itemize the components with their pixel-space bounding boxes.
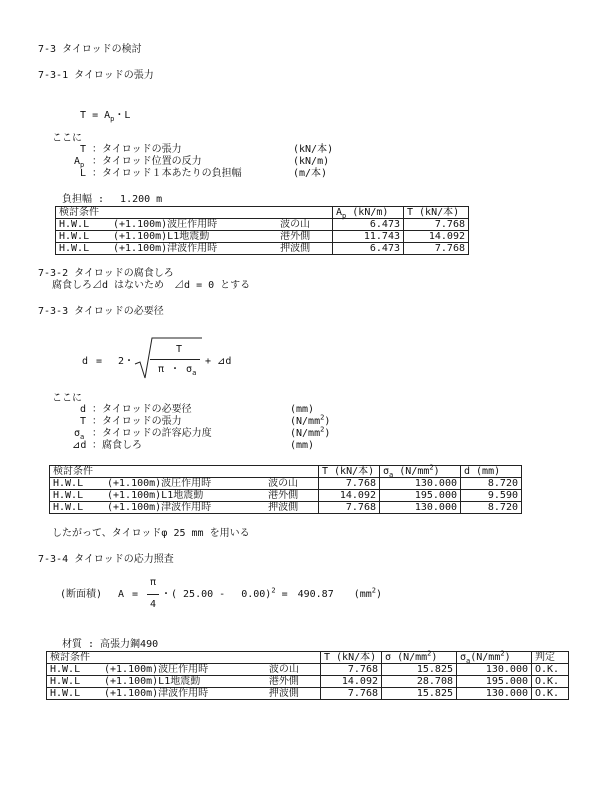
header-unit: )	[431, 652, 438, 663]
tension-table	[55, 206, 469, 255]
unit-superscript: 2	[320, 413, 325, 422]
table-cell: 港外側	[266, 676, 321, 688]
formula-symbol: =	[132, 589, 139, 600]
formula-symbol: T	[80, 110, 87, 121]
table-header-cell: T (kN/本)	[404, 207, 469, 219]
table-cell: (+1.100m)L1地震動	[104, 490, 265, 502]
definition-description: ：タイロッド位置の反力	[92, 156, 202, 167]
table-cell: 7.768	[319, 478, 380, 490]
area-label: (断面積)	[60, 589, 103, 600]
table-header-cell	[380, 463, 461, 479]
burden-width: 負担幅 : 1.200 m	[62, 194, 163, 205]
table-header-row	[50, 466, 522, 478]
definition-description: ：腐食しろ	[92, 440, 142, 451]
formula-symbol: A	[104, 110, 111, 121]
definition-description: ：タイロッドの必要径	[92, 404, 192, 415]
table-cell: 130.000	[457, 664, 532, 676]
table-cell: H.W.L	[47, 676, 102, 688]
formula-symbol: L	[124, 110, 131, 121]
table-row	[56, 219, 469, 231]
table-cell: 195.000	[380, 490, 461, 502]
definition-symbol	[74, 428, 84, 440]
table-cell: 波の山	[277, 219, 332, 231]
header-unit: )	[433, 466, 440, 477]
judgment-cell: O.K.	[532, 676, 569, 688]
unit-text: )	[324, 428, 331, 439]
table-header-cell: T (kN/本)	[321, 652, 382, 664]
table-row	[50, 490, 522, 502]
table-cell: 7.768	[319, 502, 380, 514]
table-cell: H.W.L	[47, 688, 102, 700]
header-symbol: A	[336, 207, 343, 218]
table-header-cell	[382, 649, 457, 664]
definition-symbol-text: σ	[74, 428, 81, 439]
header-symbol: σ	[385, 652, 392, 663]
unit-text: (N/mm	[290, 416, 321, 427]
table-cell: (+1.100m)波圧作用時	[101, 664, 266, 676]
table-row	[56, 231, 469, 243]
definition-symbol: ⊿d	[72, 440, 87, 451]
table-cell: H.W.L	[50, 478, 105, 490]
definition-unit: (mm)	[290, 440, 315, 451]
fraction-line	[147, 594, 159, 595]
table-cell: (+1.100m)津波作用時	[104, 502, 265, 514]
table-cell: 14.092	[321, 676, 382, 688]
header-subscript: a	[466, 657, 471, 665]
table-cell: 6.473	[333, 219, 404, 231]
table-cell: 130.000	[380, 502, 461, 514]
header-unit: (kN/m)	[352, 207, 389, 218]
formula-tail: + ⊿d	[205, 356, 232, 367]
formula-symbol: =	[96, 356, 103, 367]
table-cell: H.W.L	[56, 219, 111, 231]
header-subscript: a	[389, 471, 394, 479]
unit-superscript: 2	[371, 586, 376, 595]
definition-unit: (m/本)	[293, 168, 328, 179]
judgment-cell: O.K.	[532, 688, 569, 700]
table-cell: 130.000	[457, 688, 532, 700]
table-cell: 11.743	[333, 231, 404, 243]
table-cell: 6.473	[333, 243, 404, 255]
fraction-line	[150, 359, 200, 360]
definition-unit: (mm)	[290, 404, 315, 415]
table-cell: (+1.100m)波圧作用時	[110, 219, 277, 231]
table-cell: H.W.L	[56, 231, 111, 243]
table-cell: 8.720	[461, 478, 522, 490]
table-cell: H.W.L	[47, 664, 102, 676]
table-cell: 港外側	[265, 490, 318, 502]
table-cell: 7.768	[404, 243, 469, 255]
table-cell: (+1.100m)津波作用時	[101, 688, 266, 700]
stress-check-table	[46, 651, 569, 700]
table-cell: 7.768	[321, 688, 382, 700]
unit-text: (N/mm	[290, 428, 321, 439]
definition-symbol	[74, 156, 84, 168]
table-cell: 9.590	[461, 490, 522, 502]
unit-text: )	[324, 416, 331, 427]
table-cell: 7.768	[404, 219, 469, 231]
table-cell: (+1.100m)L1地震動	[110, 231, 277, 243]
denominator-subscript: a	[192, 369, 197, 377]
material-text: 材質 : 高張力鋼490	[62, 639, 159, 650]
formula-subscript: p	[110, 115, 115, 123]
header-unit: (N/mm	[399, 466, 430, 477]
table-cell: 28.708	[382, 676, 457, 688]
table-cell: 15.825	[382, 664, 457, 676]
formula-symbol: =	[92, 110, 99, 121]
table-row	[50, 502, 522, 514]
formula-symbol: d	[82, 356, 89, 367]
table-cell: (+1.100m)津波作用時	[110, 243, 277, 255]
diameter-table	[49, 465, 522, 514]
table-cell: 波の山	[265, 478, 318, 490]
table-row	[47, 676, 569, 688]
table-header-cell: 判定	[532, 652, 569, 664]
section-heading-stress-check: 7-3-4 タイロッドの応力照査	[38, 554, 174, 565]
where-label: ここに	[52, 393, 82, 404]
table-cell: 7.768	[321, 664, 382, 676]
table-row	[50, 478, 522, 490]
table-row	[56, 243, 469, 255]
table-header-cell: 検討条件	[47, 652, 321, 664]
area-formula-body	[161, 586, 383, 601]
section-heading-tension: 7-3-1 タイロッドの張力	[38, 70, 154, 81]
unit-superscript: 2	[320, 425, 325, 434]
formula-symbol: A	[118, 589, 125, 600]
table-cell: 波の山	[266, 664, 321, 676]
judgment-cell: O.K.	[532, 664, 569, 676]
definition-unit: (kN/本)	[293, 144, 334, 155]
unit-text: (mm	[353, 589, 372, 600]
table-row	[47, 664, 569, 676]
table-header-cell: 検討条件	[56, 207, 333, 219]
header-unit: (N/mm	[470, 652, 501, 663]
conclusion-text: したがって、タイロッドφ 25 mm を用いる	[52, 528, 250, 539]
header-unit: )	[504, 652, 511, 663]
formula-superscript: 2	[271, 586, 276, 595]
definition-symbol: d	[80, 404, 87, 415]
definition-symbol-text: A	[74, 156, 81, 167]
section-heading-diameter: 7-3-3 タイロッドの必要径	[38, 306, 164, 317]
definition-subscript: a	[80, 433, 85, 441]
table-cell: 8.720	[461, 502, 522, 514]
header-superscript: 2	[427, 649, 432, 658]
header-subscript: p	[342, 212, 347, 220]
definition-symbol: T	[80, 144, 87, 155]
where-label: ここに	[52, 133, 82, 144]
table-cell: 15.825	[382, 688, 457, 700]
header-symbol: σ	[383, 466, 390, 477]
table-cell: 押波側	[265, 502, 318, 514]
header-symbol: σ	[460, 652, 467, 663]
fraction-denominator: 4	[150, 599, 157, 610]
table-header-cell	[457, 649, 532, 665]
definition-symbol: T	[80, 416, 87, 427]
formula-body-text: ・( 25.00 - 0.00)	[161, 589, 272, 600]
fraction-numerator: π	[150, 577, 157, 588]
table-cell: 14.092	[404, 231, 469, 243]
definition-unit	[290, 425, 331, 440]
tension-formula	[80, 110, 130, 122]
table-cell: 押波側	[266, 688, 321, 700]
table-header-cell: T (kN/本)	[319, 466, 380, 478]
fraction-denominator	[158, 364, 196, 376]
definition-description: ：タイロッドの張力	[92, 144, 182, 155]
table-header-cell: d (mm)	[461, 466, 522, 478]
table-cell: H.W.L	[56, 243, 111, 255]
table-cell: 押波側	[277, 243, 332, 255]
table-cell: H.W.L	[50, 502, 105, 514]
table-cell: (+1.100m)L1地震動	[101, 676, 266, 688]
section-heading-corrosion: 7-3-2 タイロッドの腐食しろ	[38, 268, 174, 279]
table-header-cell: 検討条件	[50, 466, 319, 478]
definition-subscript: p	[80, 161, 85, 169]
header-superscript: 2	[500, 649, 505, 658]
formula-symbol: ・	[114, 110, 125, 121]
unit-text: )	[376, 589, 383, 600]
section-heading-main: 7-3 タイロッドの検討	[38, 44, 142, 55]
table-cell: 14.092	[319, 490, 380, 502]
definition-description: ：タイロッドの許容応力度	[92, 428, 212, 439]
formula-symbol: 2・	[118, 356, 135, 367]
formula-symbol: =	[281, 589, 288, 600]
table-row	[47, 688, 569, 700]
definition-description: ：タイロッドの張力	[92, 416, 182, 427]
denominator-text: π ・ σ	[158, 364, 193, 375]
table-cell: 195.000	[457, 676, 532, 688]
area-result: 490.87	[297, 589, 334, 600]
table-cell: (+1.100m)波圧作用時	[104, 478, 265, 490]
header-unit: (N/mm	[397, 652, 428, 663]
header-superscript: 2	[429, 463, 434, 472]
table-header-row	[56, 207, 469, 219]
corrosion-text: 腐食しろ⊿d はないため ⊿d = 0 とする	[52, 280, 251, 291]
table-cell: 130.000	[380, 478, 461, 490]
table-cell: 港外側	[277, 231, 332, 243]
table-header-cell	[333, 207, 404, 219]
fraction-numerator: T	[176, 344, 183, 355]
table-header-row	[47, 652, 569, 664]
definition-unit: (kN/m)	[293, 156, 330, 167]
definition-description: ：タイロッド１本あたりの負担幅	[92, 168, 242, 179]
table-cell: H.W.L	[50, 490, 105, 502]
definition-symbol: L	[80, 168, 87, 179]
